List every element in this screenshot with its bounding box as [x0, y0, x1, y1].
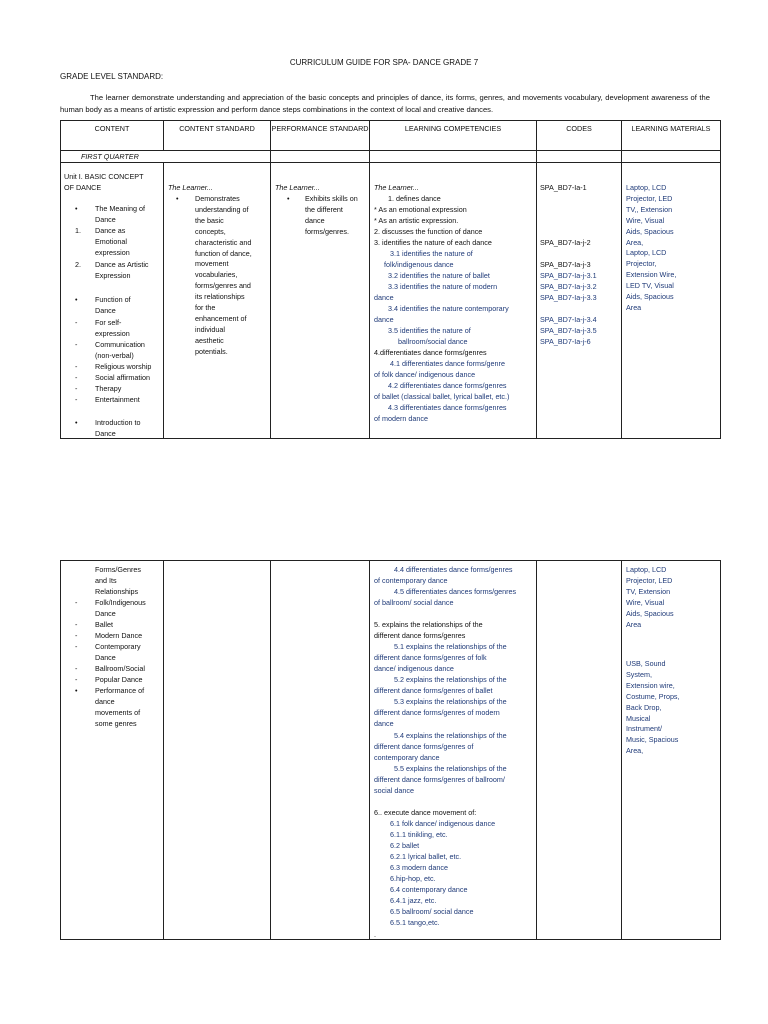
content-line: Relationships	[95, 587, 139, 596]
content-line: Contemporary	[95, 642, 141, 651]
performance-standard-line: forms/genres.	[305, 227, 349, 236]
competency-line: 3.2 identifies the nature of ballet	[388, 271, 490, 280]
list-marker: •	[75, 295, 78, 304]
list-marker: 1.	[75, 226, 81, 235]
list-marker: -	[75, 675, 78, 684]
competency-line: dance	[374, 293, 394, 302]
materials-line: Musical	[626, 713, 651, 723]
list-marker: 2.	[75, 260, 81, 269]
content-line: Dance	[95, 653, 116, 662]
competency-line: different dance forms/genres of ballet	[374, 686, 493, 695]
competency-line: 4.3 differentiates dance forms/genres	[388, 403, 507, 412]
materials-line: System,	[626, 669, 652, 679]
competency-line: dance	[374, 719, 394, 728]
competency-line: different dance forms/genres of	[374, 742, 474, 751]
content-standard-line: movement	[195, 259, 229, 269]
competency-line: 3.4 identifies the nature contemporary	[388, 304, 509, 313]
competency-line: 4.1 differentiates dance forms/genre	[390, 359, 505, 368]
competency-line: 4.2 differentiates dance forms/genres	[388, 381, 507, 390]
list-marker: -	[75, 384, 78, 393]
codes-cell	[537, 561, 622, 940]
content-line: Introduction to	[95, 418, 141, 427]
competency-line: 2. discusses the function of dance	[374, 227, 483, 236]
content-line: movements of	[95, 708, 141, 717]
content-standard-line: the basic	[195, 215, 224, 225]
content-line: Dance	[95, 306, 116, 315]
code-line: SPA_BD7-Ia-j-3.3	[540, 293, 597, 302]
header-performance-standard: PERFORMANCE STANDARD	[271, 121, 370, 151]
competency-line: of ballroom/ social dance	[374, 598, 454, 607]
code-line: SPA_BD7-Ia-j-3.4	[540, 315, 597, 324]
list-marker: •	[176, 194, 179, 203]
list-marker: •	[75, 204, 78, 213]
code-line: SPA_BD7-Ia-j-3.5	[540, 326, 597, 335]
competency-line: contemporary dance	[374, 753, 440, 762]
competency-line: 3.3 identifies the nature of modern	[388, 282, 498, 291]
competency-line: 5. explains the relationships of the	[374, 620, 483, 629]
competency-line: dance/ indigenous dance	[374, 664, 454, 673]
code-line: SPA_BD7-Ia-j-3.1	[540, 271, 597, 280]
materials-line: Music, Spacious	[626, 735, 679, 745]
materials-line: Area,	[626, 746, 644, 756]
content-line: Dance as Artistic	[95, 260, 149, 269]
list-marker: -	[75, 664, 78, 673]
content-line: dance	[95, 697, 115, 706]
competency-line: different dance forms/genres	[374, 631, 466, 640]
materials-line: Projector, LED	[626, 193, 673, 203]
content-standard-line: forms/genres and	[195, 281, 251, 291]
competency-line: 6.1.1 tinikling, etc.	[390, 830, 448, 839]
materials-line: Aids, Spacious	[626, 292, 674, 301]
content-standard-line: for the	[195, 303, 216, 312]
competency-line: 4.5 differentiates dances forms/genres	[394, 587, 517, 596]
content-standard-line: enhancement of	[195, 313, 247, 323]
header-row	[61, 121, 721, 151]
code-line: SPA_BD7-Ia-1	[540, 183, 587, 192]
competency-line: * As an artistic expression.	[374, 216, 459, 225]
content-standard-cell	[164, 561, 271, 940]
curriculum-table-page1	[60, 120, 721, 439]
header-learning-competencies: LEARNING COMPETENCIES	[370, 121, 537, 151]
materials-line: Laptop, LCD	[626, 248, 667, 258]
list-marker: -	[75, 631, 78, 640]
content-line: Function of	[95, 295, 131, 304]
grade-level-text: The learner demonstrate understanding and appreciation of the basic concepts and principles of dance, its forms, genres, and movements vocabulary, development awareness of the human body as a means of artistic expression and perform dance steps combinations in the context of local and creative dances.	[60, 93, 710, 114]
content-line: and Its	[95, 576, 117, 585]
content-line: Expression	[95, 271, 131, 280]
materials-line: Extension wire,	[626, 680, 675, 690]
materials-line: Aids, Spacious	[626, 226, 674, 236]
materials-line: Wire, Visual	[626, 215, 665, 225]
materials-line: Projector, LED	[626, 575, 673, 585]
unit-row	[61, 163, 721, 439]
competency-line: different dance forms/genres of ballroom/	[374, 775, 505, 784]
competency-line: 5.2 explains the relationships of the	[394, 675, 507, 684]
header-content: CONTENT	[61, 121, 164, 151]
grade-level-label: GRADE LEVEL STANDARD:	[60, 72, 164, 81]
content-line: Ballet	[95, 620, 113, 629]
competency-line: 4.4 differentiates dance forms/genres	[394, 565, 513, 574]
competency-line: 6.2 ballet	[390, 841, 420, 850]
competency-line: 5.3 explains the relationships of the	[394, 697, 507, 706]
code-line: SPA_BD7-Ia-j-3.2	[540, 282, 597, 291]
code-line: SPA_BD7-Ia-j-6	[540, 337, 591, 346]
content-line: Communication	[95, 340, 145, 349]
competency-line: social dance	[374, 786, 414, 795]
content-standard-line: Demonstrates	[195, 194, 240, 203]
list-marker: -	[75, 318, 78, 327]
content-standard-line: understanding of	[195, 204, 249, 214]
code-line: SPA_BD7-Ia-j-3	[540, 260, 591, 269]
content-line: expression	[95, 329, 130, 338]
content-line: Religious worship	[95, 362, 152, 371]
materials-line: TV,, Extension	[626, 204, 673, 214]
content-line: Therapy	[95, 384, 122, 393]
competency-line: ballroom/social dance	[398, 337, 468, 346]
content-line: Dance	[95, 215, 116, 224]
list-marker: -	[75, 340, 78, 349]
materials-line: Laptop, LCD	[626, 183, 667, 192]
competency-line: different dance forms/genres of modern	[374, 708, 500, 717]
materials-line: Laptop, LCD	[626, 565, 667, 574]
content-line: Dance	[95, 429, 116, 438]
competency-line: 6.. execute dance movement of:	[374, 808, 477, 817]
competency-line: 6.3 modern dance	[390, 863, 448, 872]
competency-line: of folk dance/ indigenous dance	[374, 370, 476, 379]
content-line: Dance as	[95, 226, 126, 235]
competency-line: The Learner...	[374, 183, 419, 192]
content-line: Performance of	[95, 686, 145, 695]
list-marker: -	[75, 642, 78, 651]
document-title: CURRICULUM GUIDE FOR SPA- DANCE GRADE 7	[289, 58, 479, 67]
content-standard-line: characteristic and	[195, 237, 252, 247]
content-standard-line: potentials.	[195, 346, 228, 356]
curriculum-table-page2	[60, 560, 721, 940]
competency-line: 3.5 identifies the nature of	[388, 326, 471, 335]
materials-line: LED TV, Visual	[626, 281, 674, 291]
competency-line: 5.4 explains the relationships of the	[394, 731, 507, 740]
content-line: For self-	[95, 318, 122, 327]
content-standard-line: function of dance,	[195, 248, 252, 258]
materials-line: Area	[626, 619, 642, 629]
performance-standard-line: Exhibits skills on	[305, 194, 358, 203]
competency-line: 6.4 contemporary dance	[390, 885, 468, 894]
content-standard-line: aesthetic	[195, 335, 224, 345]
content-standard-line: concepts,	[195, 226, 226, 236]
content-line: Entertainment	[95, 395, 140, 404]
competency-line: 6.5 ballroom/ social dance	[390, 907, 474, 916]
content-line: some genres	[95, 719, 137, 728]
competency-line: 6.hip-hop, etc.	[390, 874, 436, 883]
competency-line: 5.5 explains the relationships of the	[394, 764, 507, 773]
content-line: Social affirmation	[95, 373, 150, 382]
list-marker: -	[75, 362, 78, 371]
content-standard-line: The Learner...	[168, 183, 213, 192]
header-learning-materials: LEARNING MATERIALS	[622, 121, 721, 151]
header-codes: CODES	[537, 121, 622, 151]
content-line: Folk/Indigenous	[95, 598, 146, 607]
materials-line: Projector,	[626, 259, 657, 269]
materials-line: Area,	[626, 237, 644, 247]
competency-line: different dance forms/genres of folk	[374, 653, 487, 662]
competency-line: dance	[374, 315, 394, 324]
list-marker: -	[75, 373, 78, 382]
competency-line: .	[374, 930, 376, 939]
content-standard-line: its relationships	[195, 292, 245, 302]
content-line: (non-verbal)	[95, 351, 134, 360]
list-marker: •	[75, 686, 78, 695]
performance-standard-line: dance	[305, 216, 325, 225]
materials-line: Back Drop,	[626, 702, 662, 712]
content-line: expression	[95, 248, 130, 257]
content-line: OF DANCE	[64, 183, 102, 192]
materials-line: Aids, Spacious	[626, 608, 674, 618]
content-standard-line: vocabularies,	[195, 270, 238, 280]
code-line: SPA_BD7-Ia-j-2	[540, 238, 591, 247]
content-line: Unit I. BASIC CONCEPT	[64, 172, 144, 181]
materials-line: TV, Extension	[626, 586, 671, 596]
competency-line: of ballet (classical ballet, lyrical ballet, etc.)	[374, 392, 510, 401]
content-line: Popular Dance	[95, 675, 143, 684]
competency-line: 6.1 folk dance/ indigenous dance	[390, 819, 496, 828]
competency-line: 6.2.1 lyrical ballet, etc.	[390, 852, 462, 861]
content-line: Ballroom/Social	[95, 664, 145, 673]
content-standard-line: individual	[195, 324, 225, 334]
materials-line: Area	[626, 302, 642, 312]
list-marker: -	[75, 620, 78, 629]
materials-line: Costume, Props,	[626, 691, 680, 701]
competency-line: of contemporary dance	[374, 576, 448, 585]
content-line: Modern Dance	[95, 631, 143, 640]
materials-line: Wire, Visual	[626, 597, 665, 607]
content-line: Emotional	[95, 237, 127, 246]
competency-line: 6.4.1 jazz, etc.	[390, 896, 437, 905]
header-content-standard: CONTENT STANDARD	[164, 121, 271, 151]
continuation-row	[61, 561, 721, 940]
competency-line: * As an emotional expression	[374, 205, 467, 214]
competency-line: 4.differentiates dance forms/genres	[374, 348, 487, 357]
performance-standard-line: the different	[305, 205, 343, 214]
list-marker: •	[75, 418, 78, 427]
materials-line: Extension Wire,	[626, 270, 677, 280]
materials-line: USB, Sound	[626, 659, 666, 668]
list-marker: •	[287, 194, 290, 203]
list-marker: -	[75, 395, 78, 404]
competency-line: 6.5.1 tango,etc.	[390, 918, 440, 927]
content-line: The Meaning of	[95, 204, 145, 213]
content-line: Forms/Genres	[95, 565, 141, 574]
competency-line: 1. defines dance	[388, 194, 441, 203]
quarter-row	[61, 151, 721, 163]
competency-line: folk/indigenous dance	[384, 260, 454, 269]
list-marker: -	[75, 598, 78, 607]
performance-standard-cell	[271, 561, 370, 940]
materials-line: Instrument/	[626, 724, 662, 734]
competency-line: 5.1 explains the relationships of the	[394, 642, 507, 651]
competency-line: 3. identifies the nature of each dance	[374, 238, 492, 247]
quarter-label: FIRST QUARTER	[61, 151, 271, 163]
content-line: Dance	[95, 609, 116, 618]
competency-line: 3.1 identifies the nature of	[390, 249, 473, 258]
performance-standard-line: The Learner...	[275, 183, 320, 192]
competency-line: of modern dance	[374, 414, 428, 423]
